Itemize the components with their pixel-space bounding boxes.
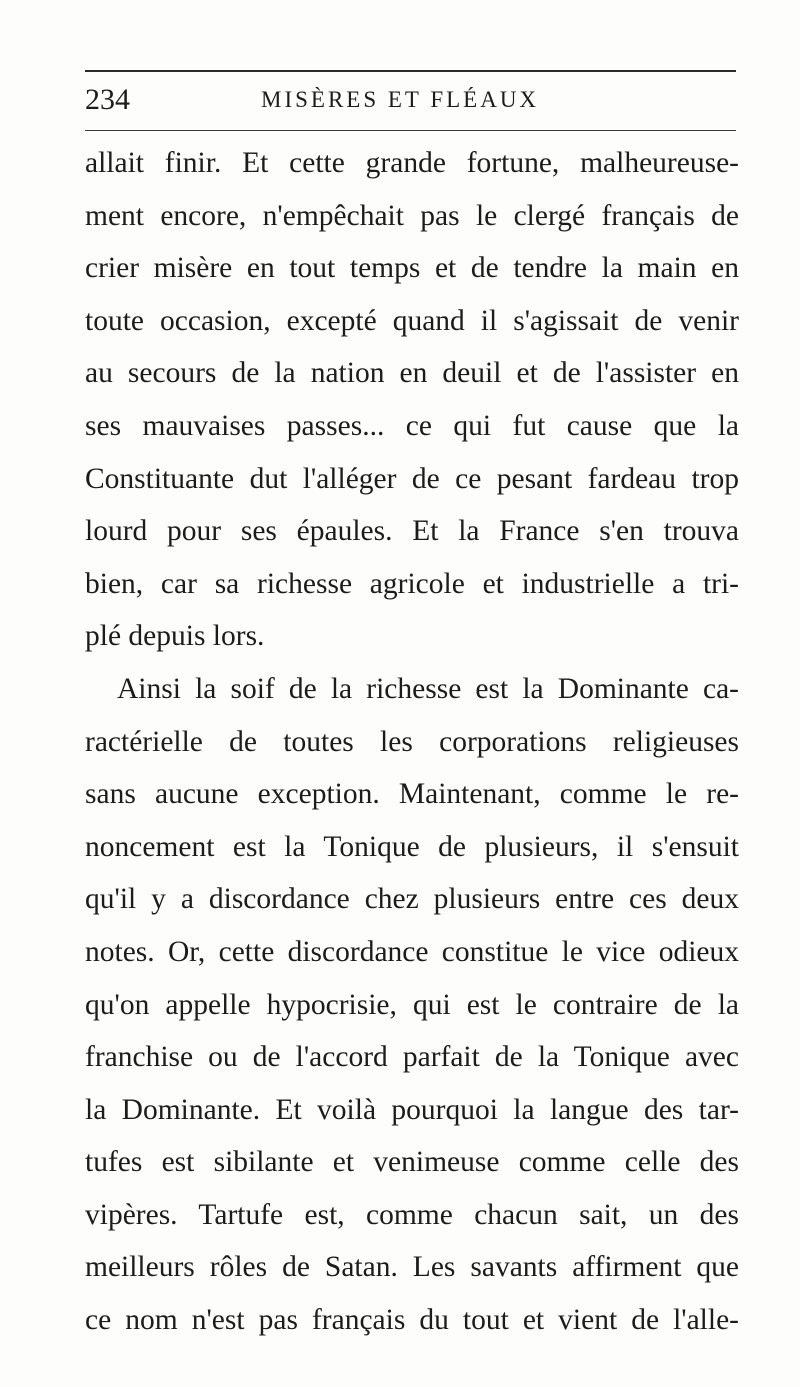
text-line: tufes est sibilante et venimeuse comme celle des: [85, 1146, 739, 1179]
text-line: allait finir. Et cette grande fortune, malheureuse-: [85, 147, 739, 179]
text-line: franchise ou de l'accord parfait de la Tonique avec: [85, 1041, 739, 1074]
text-line: meilleurs rôles de Satan. Les savants affirment que: [85, 1251, 739, 1284]
text-line: ce nom n'est pas français du tout et vient de l'alle-: [85, 1304, 739, 1337]
text-line: notes. Or, cette discordance constitue le vice odieux: [85, 935, 739, 968]
text-line: la Dominante. Et voilà pourquoi la langue des tar-: [85, 1093, 739, 1126]
text-line: qu'on appelle hypocrisie, qui est le contraire de la: [85, 988, 739, 1021]
page-number: 234: [85, 83, 130, 116]
text-line: ractérielle de toutes les corporations religieuses: [85, 725, 739, 758]
paragraph-first-line: Ainsi la soif de la richesse est la Dominante ca-: [117, 672, 739, 705]
text-line: crier misère en tout temps et de tendre la main en: [85, 252, 739, 285]
running-title: MISÈRES ET FLÉAUX: [261, 87, 540, 112]
text-line: toute occasion, excepté quand il s'agissait de venir: [85, 304, 739, 337]
header-bottom-rule: [85, 130, 736, 131]
text-line: ses mauvaises passes... ce qui fut cause que la: [85, 409, 739, 442]
text-line: ment encore, n'empêchait pas le clergé français de: [85, 199, 739, 232]
text-line: lourd pour ses épaules. Et la France s'en trouva: [85, 515, 739, 548]
text-line: qu'il y a discordance chez plusieurs entre ces deux: [85, 883, 739, 916]
text-line: Constituante dut l'alléger de ce pesant fardeau trop: [85, 462, 739, 495]
header-top-rule: [85, 70, 736, 72]
text-line: bien, car sa richesse agricole et industrielle a tri-: [85, 567, 739, 600]
text-line: vipères. Tartufe est, comme chacun sait, un des: [85, 1198, 739, 1231]
text-line: noncement est la Tonique de plusieurs, il s'ensuit: [85, 830, 739, 863]
text-line: sans aucune exception. Maintenant, comme le re-: [85, 778, 739, 811]
body-text: [85, 137, 739, 1347]
text-line: plé depuis lors.: [85, 620, 265, 653]
running-header: [85, 83, 736, 123]
text-line: au secours de la nation en deuil et de l'assister en: [85, 357, 739, 390]
